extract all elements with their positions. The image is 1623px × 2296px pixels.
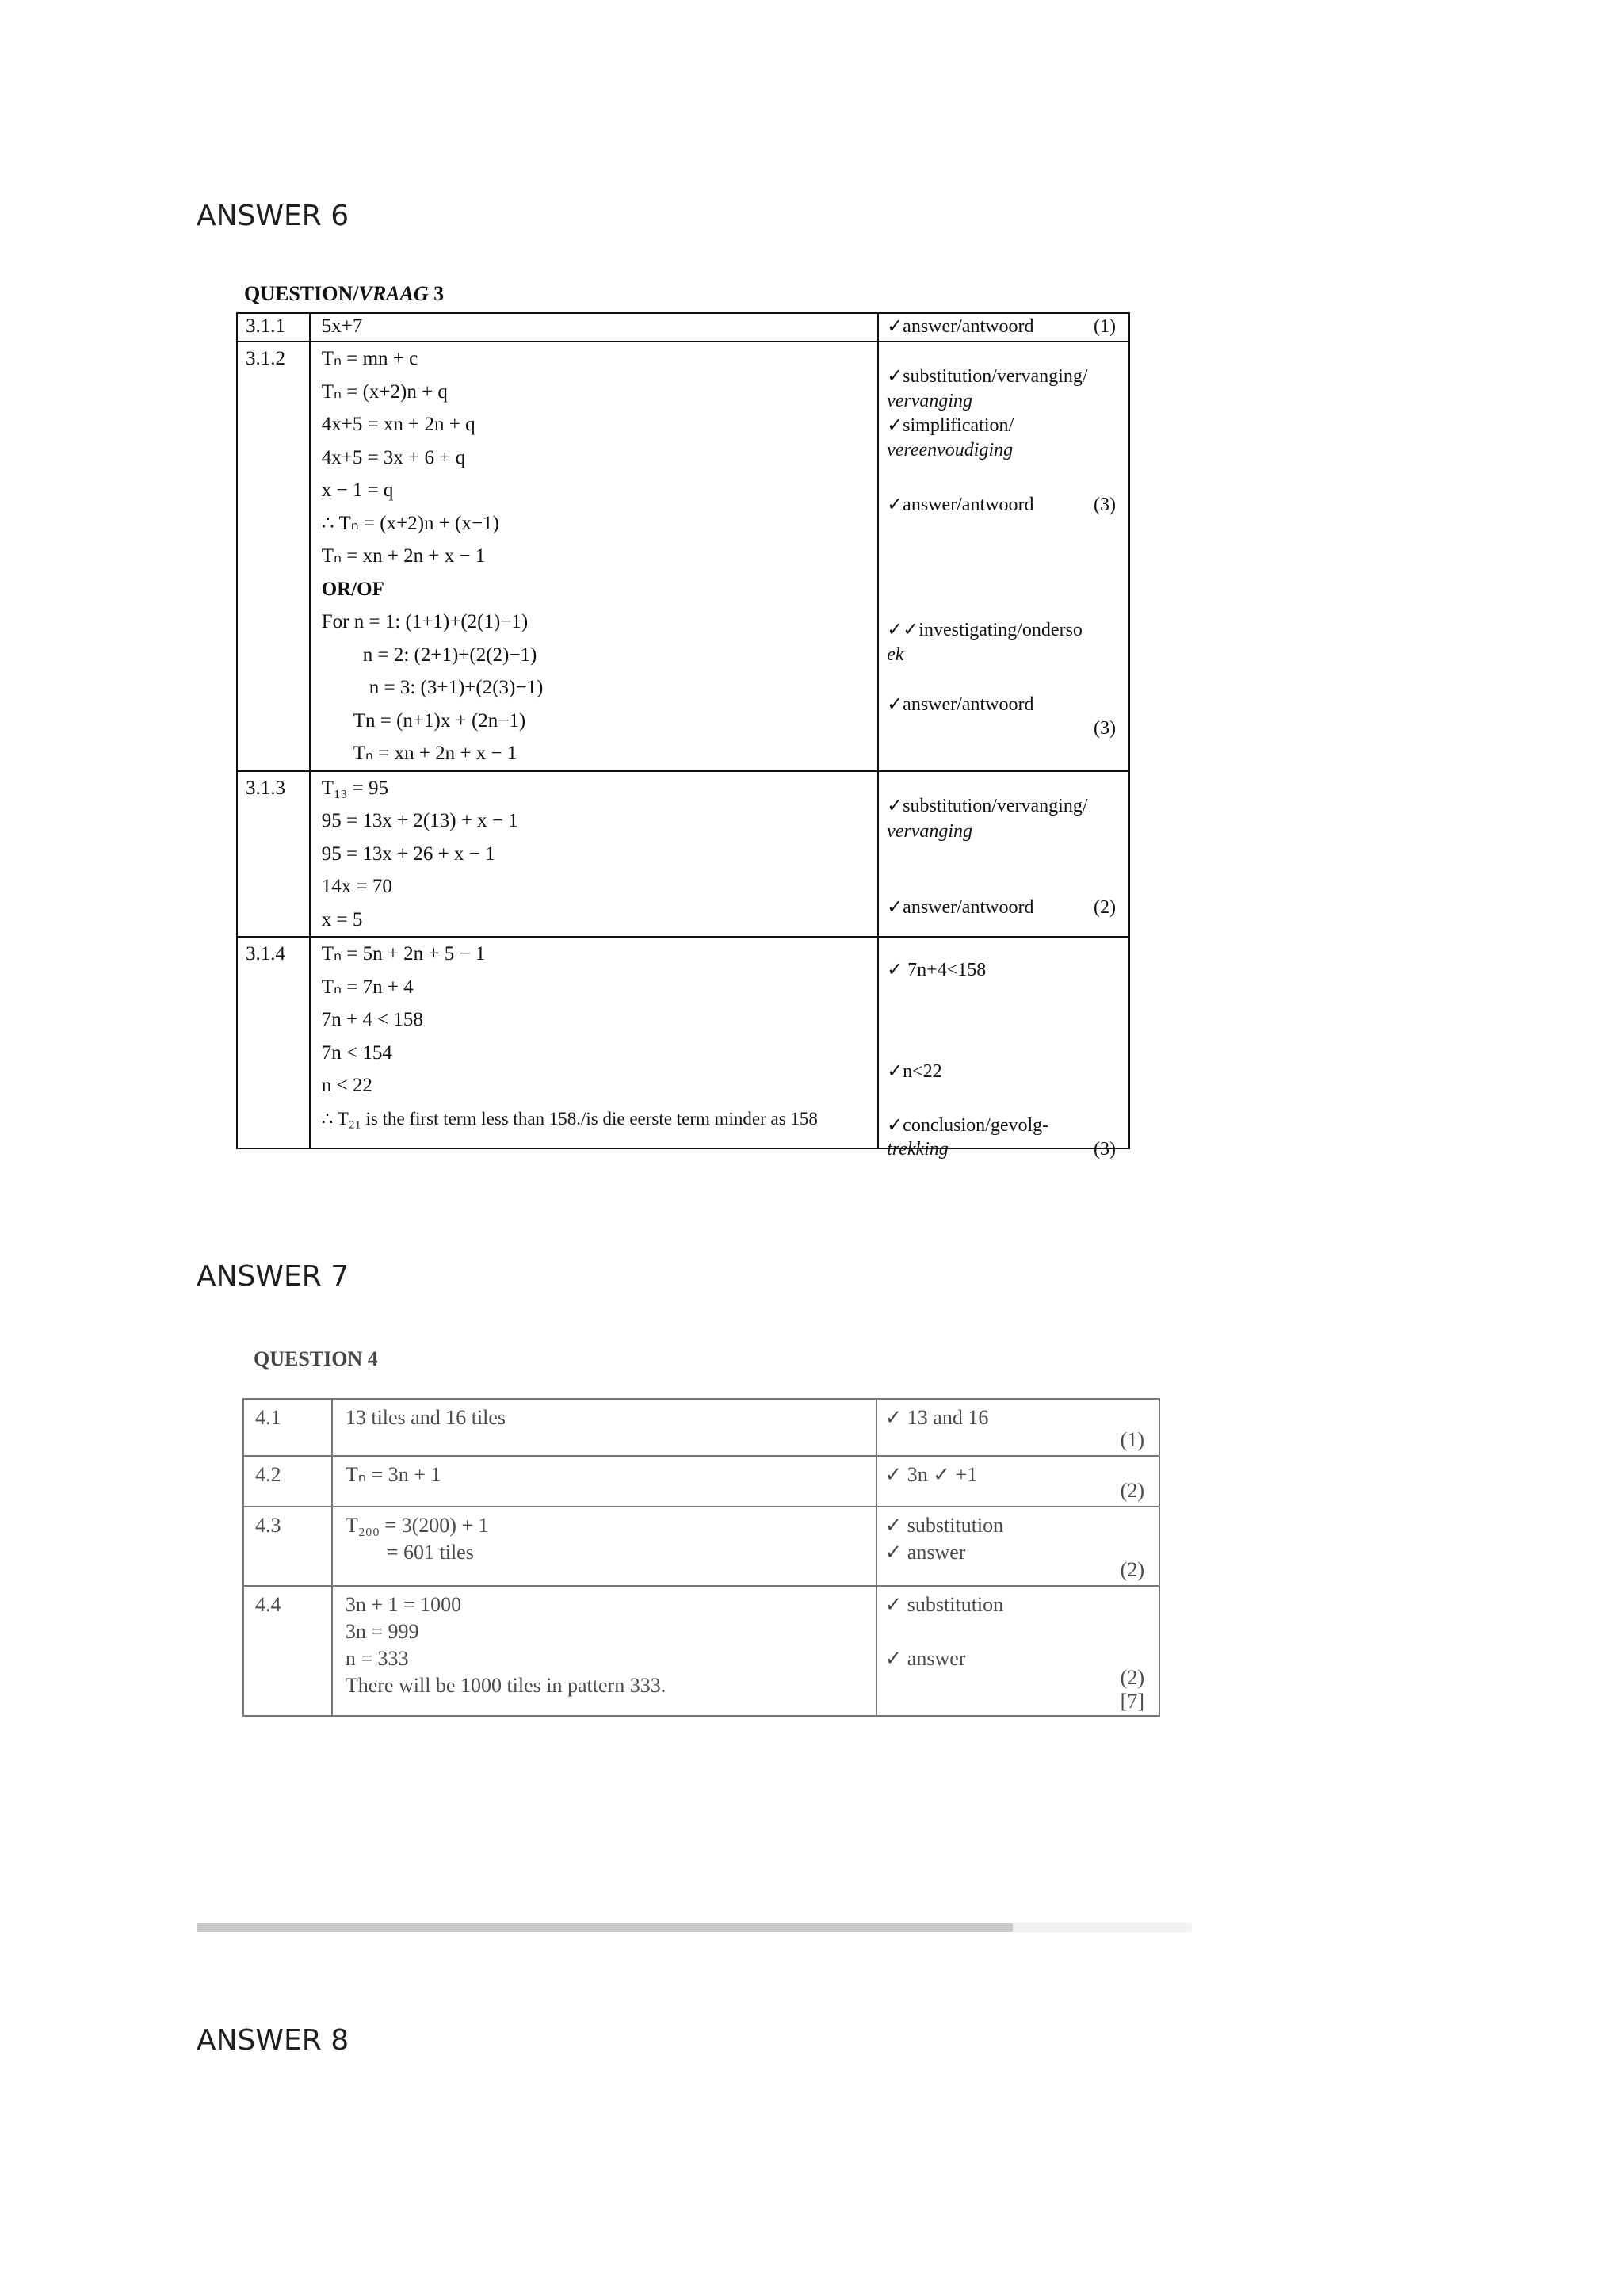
marks-cell: ✓ 3n ✓ +1 (2) (876, 1456, 1160, 1507)
or-separator: OR/OF (321, 578, 384, 600)
question-number: 3.1.4 (237, 937, 310, 1148)
question-number: 3.1.3 (237, 771, 310, 938)
working-cell: Tₙ = mn + c Tₙ = (x+2)n + q 4x+5 = xn + 2n + q 4x+5 = 3x + 6 + q x − 1 = q ∴ Tₙ = (x+2)n + (x−1) Tₙ = xn + 2n + x − 1 OR/OF For n = 1: (1+1)+(2(1)−1) n = 2: (2+1)+(2(2)−1) n = 3: (3+1)+(2(3)−1) Tn = (n+1)x + (2n−1) Tₙ = xn + 2n + x − 1 (310, 342, 878, 771)
working-cell: T₁₃ = 95 95 = 13x + 2(13) + x − 1 95 = 13x + 26 + x − 1 14x = 70 x = 5 (310, 771, 878, 938)
mark-total: (2) (1120, 1479, 1144, 1502)
mark-total: (2) (1094, 896, 1116, 918)
table-row (237, 937, 1129, 1148)
marks-cell: ✓ substitution ✓ answer (2) (876, 1507, 1160, 1586)
grand-total: [7] (1120, 1690, 1144, 1713)
table-row (243, 1399, 1159, 1456)
table-row (237, 313, 1129, 342)
question-4-table (242, 1398, 1160, 1717)
marks-cell: ✓ 13 and 16 (1) (876, 1399, 1160, 1456)
mark-total: (2) (1120, 1666, 1144, 1689)
working-cell: 13 tiles and 16 tiles (332, 1399, 876, 1456)
answer-6-heading: ANSWER 6 (197, 200, 349, 232)
mark-total: (2) (1120, 1558, 1144, 1581)
question-3-table (236, 312, 1130, 1159)
working-cell: 3n + 1 = 1000 3n = 999 n = 333 There will be 1000 tiles in pattern 333. (332, 1586, 876, 1716)
working-cell: Tₙ = 3n + 1 (332, 1456, 876, 1507)
mark-total: (1) (1094, 316, 1116, 337)
marks-cell: ✓ 7n+4<158 ✓n<22 ✓conclusion/gevolg- trekking (3) (878, 937, 1129, 1148)
question-4-title: QUESTION 4 (254, 1347, 378, 1370)
working-cell: 5x+7 (310, 313, 878, 342)
mark-total: (3) (1094, 1139, 1116, 1159)
table-row (237, 771, 1129, 938)
question-number: 3.1.1 (237, 313, 310, 342)
question-number: 3.1.2 (237, 342, 310, 771)
mark-total: (1) (1120, 1428, 1144, 1451)
question-3-title: QUESTION/VRAAG 3 (244, 282, 445, 305)
table-row (243, 1507, 1159, 1586)
marks-cell: ✓ substitution ✓ answer (2) [7] (876, 1586, 1160, 1716)
progress-bar (197, 1923, 1192, 1932)
table-row (237, 342, 1129, 771)
marks-cell: ✓substitution/vervanging/ vervanging ✓answer/antwoord (2) (878, 771, 1129, 938)
table-row (243, 1456, 1159, 1507)
question-number: 4.2 (243, 1456, 332, 1507)
marks-cell: ✓substitution/vervanging/ vervanging ✓simplification/ vereenvoudiging ✓answer/antwoord (3) ✓✓investigating/onderso ek ✓answer/antwoord (3) (878, 342, 1129, 771)
table-row (243, 1586, 1159, 1716)
question-number: 4.1 (243, 1399, 332, 1456)
question-number: 4.3 (243, 1507, 332, 1586)
answer-8-heading: ANSWER 8 (197, 2024, 349, 2057)
working-cell: T₂₀₀ = 3(200) + 1 = 601 tiles (332, 1507, 876, 1586)
working-cell: Tₙ = 5n + 2n + 5 − 1 Tₙ = 7n + 4 7n + 4 < 158 7n < 154 n < 22 ∴ T₂₁ is the first term less than 158./is die eerste term minder as 158 (310, 937, 878, 1148)
progress-fill (197, 1923, 1013, 1932)
answer-7-heading: ANSWER 7 (197, 1260, 349, 1293)
marks-cell: ✓answer/antwoord (1) (878, 313, 1129, 342)
mark-total: (3) (1094, 718, 1116, 739)
question-number: 4.4 (243, 1586, 332, 1716)
mark-total: (3) (1094, 495, 1116, 515)
